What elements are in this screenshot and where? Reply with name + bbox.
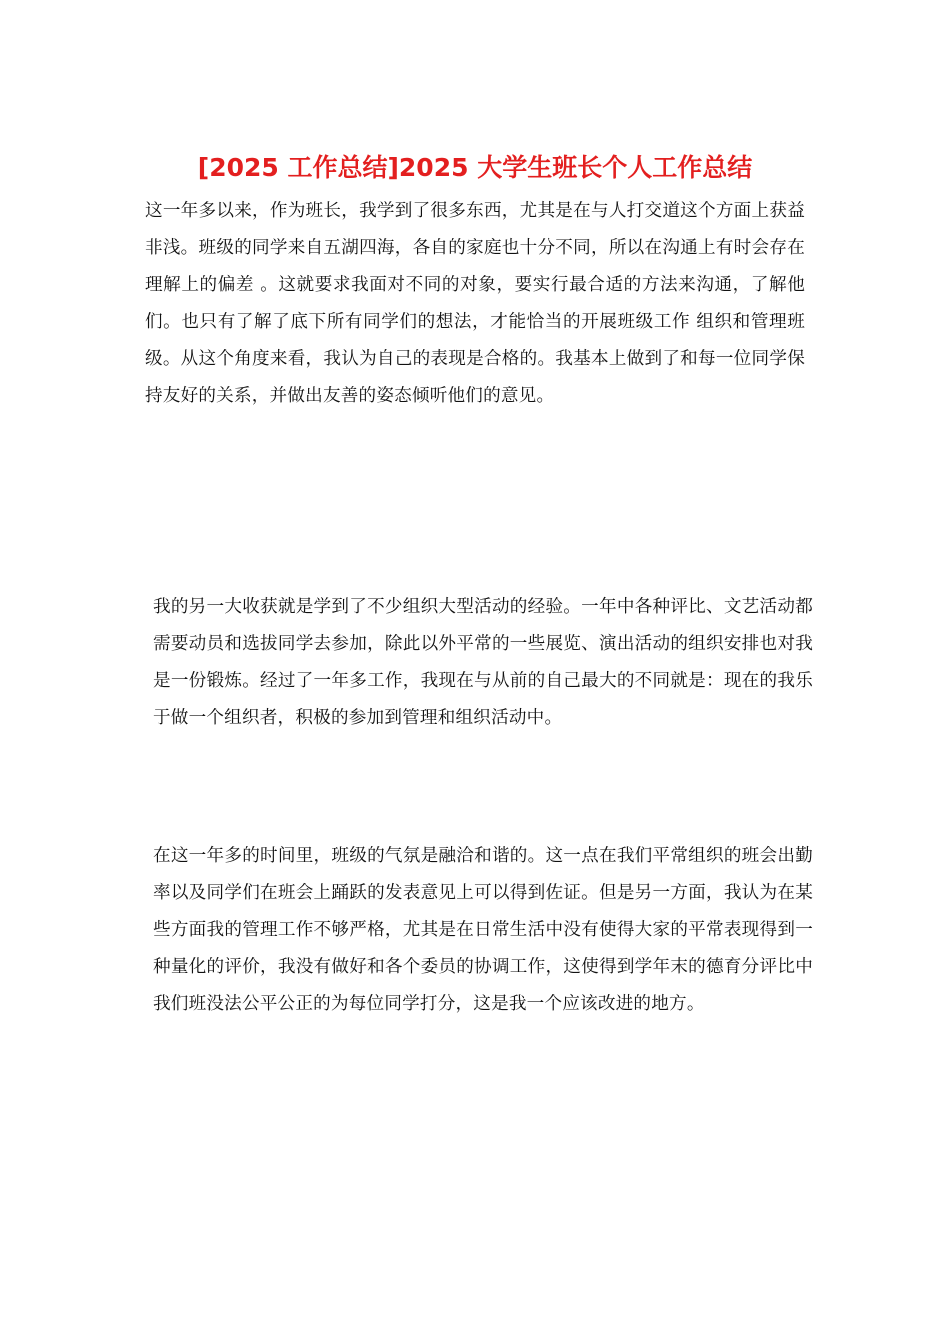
document-title: [2025 工作总结]2025 大学生班长个人工作总结: [197, 153, 753, 182]
paragraph-2: 我的另一大收获就是学到了不少组织大型活动的经验。一年中各种评比、文艺活动都需要动员和选拔同学去参加，除此以外平常的一些展览、演出活动的组织安排也对我是一份锻炼。经过了一年多工作，我现在与从前的自己最大的不同就是：现在的我乐于做一个组织者，积极的参加到管理和组织活动中。: [153, 597, 813, 728]
paragraph-3: 在这一年多的时间里，班级的气氛是融洽和谐的。这一点在我们平常组织的班会出勤率以及同学们在班会上踊跃的发表意见上可以得到佐证。但是另一方面，我认为在某些方面我的管理工作不够严格，尤其是在日常生活中没有使得大家的平常表现得到一种量化的评价，我没有做好和各个委员的协调工作，这使得到学年末的德育分评比中我们班没法公平公正的为每位同学打分，这是我一个应该改进的地方。: [153, 846, 813, 1014]
paragraph-1: 这一年多以来，作为班长，我学到了很多东西，尤其是在与人打交道这个方面上获益非浅。班级的同学来自五湖四海，各自的家庭也十分不同，所以在沟通上有时会存在 理解上的偏差 。这就要求我面对不同的对象，要实行最合适的方法来沟通，了解他们。也只有了解了底下所有同学们的想法，才能恰当的开展班级工作 组织和管理班级。从这个角度来看，我认为自己的表现是合格的。我基本上做到了和每一位同学保持友好的关系，并做出友善的姿态倾听他们的意见。: [145, 201, 805, 406]
